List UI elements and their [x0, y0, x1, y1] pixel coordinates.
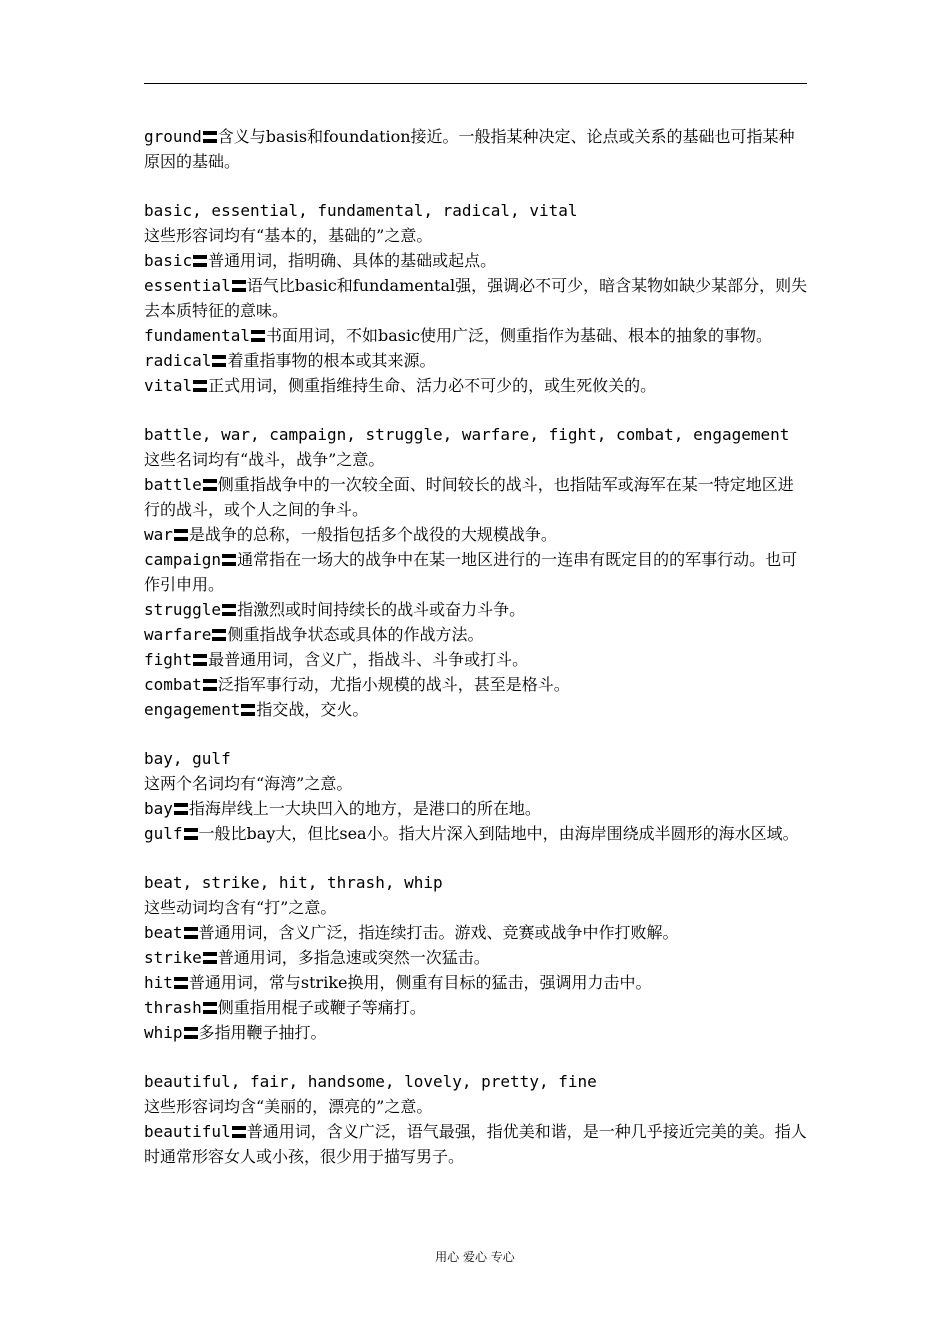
entry-word: essential	[144, 276, 231, 295]
entry-definition: 最普通用词，含义广，指战斗、斗争或打斗。	[208, 650, 529, 669]
entry-definition: 泛指军事行动，尤指小规模的战斗，甚至是格斗。	[217, 675, 570, 694]
definition-entry	[144, 697, 808, 722]
separator-icon	[203, 679, 217, 691]
group-intro: 这些名词均有“战斗，战争”之意。	[144, 450, 385, 469]
entry-word: basic	[144, 251, 193, 270]
entry-word: gulf	[144, 824, 183, 843]
definition-entry	[144, 647, 808, 672]
separator-icon	[251, 330, 265, 342]
header-rule	[144, 83, 807, 84]
separator-icon	[222, 554, 236, 566]
group-intro: 这些形容词均有“基本的，基础的”之意。	[144, 226, 433, 245]
group-heading: basic, essential, fundamental, radical, vital	[144, 201, 578, 220]
definition-entry	[144, 597, 808, 622]
entry-definition: 书面用词，不如basic使用广泛，侧重指作为基础、根本的抽象的事物。	[265, 326, 773, 345]
entry-word: campaign	[144, 550, 222, 569]
entry-word: fundamental	[144, 326, 250, 345]
separator-icon	[193, 255, 207, 267]
group-intro: 这两个名词均有“海湾”之意。	[144, 774, 353, 793]
separator-icon	[241, 704, 255, 716]
entry-word: fight	[144, 650, 193, 669]
entry-word: engagement	[144, 700, 241, 719]
group-heading: bay, gulf	[144, 749, 231, 768]
document-body	[144, 124, 808, 1193]
entry-definition: 普通用词，含义广泛，指连续打击。游戏、竞赛或战争中作打败解。	[198, 923, 679, 942]
separator-icon	[184, 1027, 198, 1039]
entry-definition: 普通用词，指明确、具体的基础或起点。	[208, 251, 497, 270]
entry-word: ground	[144, 127, 202, 146]
group-heading: beautiful, fair, handsome, lovely, pretty, fine	[144, 1072, 597, 1091]
entry-definition: 普通用词，多指急速或突然一次猛击。	[217, 948, 490, 967]
separator-icon	[232, 1126, 246, 1138]
separator-icon	[174, 803, 188, 815]
definition-entry	[144, 970, 808, 995]
definition-entry	[144, 323, 808, 348]
definition-entry	[144, 1119, 808, 1169]
definition-entry	[144, 821, 808, 846]
separator-icon	[193, 654, 207, 666]
entry-word: whip	[144, 1023, 183, 1042]
definition-entry	[144, 124, 808, 174]
synonym-group	[144, 746, 808, 846]
definition-entry	[144, 995, 808, 1020]
entry-word: beautiful	[144, 1122, 231, 1141]
entry-definition: 指海岸线上一大块凹入的地方，是港口的所在地。	[188, 799, 541, 818]
entry-word: combat	[144, 675, 202, 694]
entry-definition: 指交战，交火。	[256, 700, 369, 719]
group-intro: 这些形容词均含“美丽的，漂亮的”之意。	[144, 1097, 433, 1116]
entry-word: bay	[144, 799, 173, 818]
entry-word: vital	[144, 376, 193, 395]
definition-entry	[144, 1020, 808, 1045]
entry-definition: 普通用词，常与strike换用，侧重有目标的猛击，强调用力击中。	[188, 973, 652, 992]
entry-definition: 着重指事物的根本或其来源。	[227, 351, 436, 370]
separator-icon	[222, 604, 236, 616]
synonym-group	[144, 198, 808, 398]
page-footer: 用心 爱心 专心	[435, 1250, 515, 1264]
separator-icon	[203, 131, 217, 143]
entry-word: warfare	[144, 625, 212, 644]
definition-entry	[144, 373, 808, 398]
synonym-group	[144, 1069, 808, 1169]
separator-icon	[193, 380, 207, 392]
synonym-group	[144, 422, 808, 722]
definition-entry	[144, 522, 808, 547]
separator-icon	[212, 629, 226, 641]
definition-entry	[144, 248, 808, 273]
entry-word: struggle	[144, 600, 222, 619]
separator-icon	[203, 952, 217, 964]
definition-entry	[144, 348, 808, 373]
definition-entry	[144, 472, 808, 522]
entry-definition: 语气比basic和fundamental强，强调必不可少，暗含某物如缺少某部分，则失去本质特征的意味。	[144, 276, 808, 320]
entry-definition: 侧重指战争中的一次较全面、时间较长的战斗，也指陆军或海军在某一特定地区进行的战斗，或个人之间的争斗。	[144, 475, 794, 519]
synonym-group	[144, 124, 808, 174]
separator-icon	[174, 977, 188, 989]
entry-definition: 正式用词，侧重指维持生命、活力必不可少的，或生死攸关的。	[208, 376, 657, 395]
entry-word: war	[144, 525, 173, 544]
entry-definition: 一般比bay大，但比sea小。指大片深入到陆地中，由海岸围绕成半圆形的海水区域。	[198, 824, 799, 843]
entry-definition: 多指用鞭子抽打。	[198, 1023, 327, 1042]
definition-entry	[144, 920, 808, 945]
entry-word: radical	[144, 351, 212, 370]
entry-definition: 侧重指用棍子或鞭子等痛打。	[217, 998, 426, 1017]
entry-word: battle	[144, 475, 202, 494]
entry-definition: 侧重指战争状态或具体的作战方法。	[227, 625, 484, 644]
separator-icon	[184, 927, 198, 939]
separator-icon	[232, 280, 246, 292]
definition-entry	[144, 945, 808, 970]
definition-entry	[144, 273, 808, 323]
entry-word: strike	[144, 948, 202, 967]
group-heading: battle, war, campaign, struggle, warfare, fight, combat, engagement	[144, 425, 790, 444]
definition-entry	[144, 547, 808, 597]
entry-definition: 普通用词，含义广泛，语气最强，指优美和谐，是一种几乎接近完美的美。指人时通常形容女人或小孩，很少用于描写男子。	[144, 1122, 807, 1166]
entry-word: hit	[144, 973, 173, 992]
group-heading: beat, strike, hit, thrash, whip	[144, 873, 443, 892]
separator-icon	[212, 355, 226, 367]
separator-icon	[184, 828, 198, 840]
synonym-group	[144, 870, 808, 1045]
entry-definition: 指激烈或时间持续长的战斗或奋力斗争。	[237, 600, 526, 619]
entry-word: beat	[144, 923, 183, 942]
definition-entry	[144, 672, 808, 697]
entry-definition: 含义与basis和foundation接近。一般指某种决定、论点或关系的基础也可指某种原因的基础。	[144, 127, 795, 171]
separator-icon	[203, 479, 217, 491]
entry-definition: 通常指在一场大的战争中在某一地区进行的一连串有既定目的的军事行动。也可作引申用。	[144, 550, 798, 594]
definition-entry	[144, 796, 808, 821]
separator-icon	[203, 1002, 217, 1014]
separator-icon	[174, 529, 188, 541]
entry-word: thrash	[144, 998, 202, 1017]
group-intro: 这些动词均含有“打”之意。	[144, 898, 337, 917]
definition-entry	[144, 622, 808, 647]
entry-definition: 是战争的总称，一般指包括多个战役的大规模战争。	[188, 525, 557, 544]
